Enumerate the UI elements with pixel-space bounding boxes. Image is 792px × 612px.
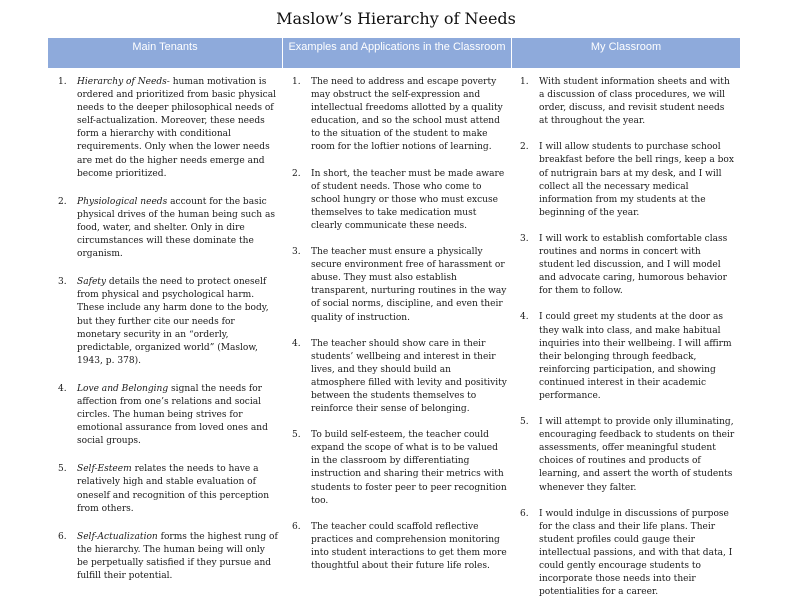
item-number: 2. — [520, 142, 529, 153]
term: Hierarchy of Needs- — [77, 77, 170, 87]
list-item — [518, 508, 736, 600]
list-item — [290, 76, 508, 155]
item-number: 5. — [58, 464, 67, 475]
item-text: signal the needs for affection from one’s relations and social circles. The human being strives for emotional assurance from loved ones and social groups. — [77, 383, 268, 447]
item-number: 5. — [292, 430, 301, 441]
item-number: 4. — [58, 383, 67, 394]
item-number: 3. — [520, 233, 529, 244]
item-number: 6. — [292, 521, 301, 532]
item-text: I will work to establish comfortable class routines and norms in concert with student led discussion, and I will model and advocate caring, humorous behavior for them to follow. — [539, 233, 728, 297]
item-number: 3. — [292, 247, 301, 258]
classroom-column — [518, 76, 736, 599]
tenants-list — [56, 76, 278, 583]
item-text: details the need to protect oneself from physical and psychological harm. These include any harm done to the body, but they further cite our needs for monetary security in an “orderly, predictable, organized world” (Maslow, 1943, p. 378). — [77, 277, 269, 366]
tenants-column — [56, 76, 278, 583]
list-item — [518, 416, 736, 495]
list-item — [290, 246, 508, 325]
list-item — [56, 531, 278, 583]
list-item — [56, 383, 278, 448]
item-number: 1. — [520, 77, 529, 87]
item-text: I would indulge in discussions of purpose for the class and their life plans. Their student profiles could gauge their intellectual passions, and with that data, I could gently encourage students to incorporate those needs into their potentialities for a career. — [539, 508, 733, 598]
item-number: 2. — [58, 196, 67, 207]
classroom-list — [518, 76, 736, 599]
item-text: The teacher should show care in their students’ wellbeing and interest in their lives, and they should build an atmosphere filled with levity and positivity between the students themselves to reinforce their sense of belonging. — [311, 338, 507, 415]
list-item — [290, 168, 508, 233]
term: Self-Esteem — [77, 464, 132, 475]
item-text: The teacher could scaffold reflective practices and comprehension monitoring into student interactions to get them more thoughtful about their future life roles. — [311, 521, 507, 571]
item-text: The need to address and escape poverty may obstruct the self-expression and intellectual freedoms allotted by a quality education, and so the school must attend to the situation of the student to make room for the loftier notions of learning. — [311, 77, 503, 153]
item-number: 2. — [292, 168, 301, 179]
item-text: I could greet my students at the door as they walk into class, and make habitual inquiries into their wellbeing. I will affirm their belonging through feedback, reinforcing participation, and showing continued interest in their academic performance. — [539, 312, 732, 401]
item-text: I will attempt to provide only illuminating, encouraging feedback to students on their assessments, offer meaningful student choices of routines and products of learning, and assert the worth of students whenever they falter. — [539, 417, 735, 493]
list-item — [290, 521, 508, 573]
item-number: 6. — [58, 531, 67, 542]
item-text: To build self-esteem, the teacher could expand the scope of what is to be valued in the classroom by differentiating instruction and sharing their metrics with students to foster peer to peer recognition too. — [311, 430, 507, 506]
examples-column — [290, 76, 508, 573]
item-number: 6. — [520, 508, 529, 519]
item-number: 4. — [520, 312, 529, 323]
list-item — [56, 76, 278, 181]
item-number: 5. — [520, 417, 529, 428]
item-text: The teacher must ensure a physically secure environment free of harassment or abuse. They must also establish transparent, nurturing routines in the way of social norms, discipline, and even their quality of instruction. — [311, 247, 507, 323]
examples-list — [290, 76, 508, 573]
header-examples: Examples and Applications in the Classroom — [283, 38, 511, 68]
item-number: 4. — [292, 338, 301, 349]
term: Self-Actualization — [77, 531, 158, 542]
item-text: relates the needs to have a relatively high and stable evaluation of oneself and recognition of this perception from others. — [77, 464, 270, 514]
list-item — [56, 463, 278, 515]
item-text: forms the highest rung of the hierarchy. The human being will only be perpetually satisfied if they pursue and fulfill their potential. — [77, 531, 278, 581]
list-item — [290, 429, 508, 508]
list-item — [56, 196, 278, 261]
item-text: In short, the teacher must be made aware of student needs. Those who come to school hungry or those who must excuse themselves to take medication must clearly communicate these needs. — [311, 168, 505, 231]
item-text: With student information sheets and with a discussion of class procedures, we will order, discuss, and revisit student needs at throughout the year. — [539, 77, 730, 127]
list-item — [56, 276, 278, 368]
header-main-tenants: Main Tenants — [48, 38, 282, 68]
page-title: Maslow’s Hierarchy of Needs — [276, 9, 516, 28]
list-item — [518, 233, 736, 298]
item-number: 3. — [58, 277, 67, 288]
header-my-classroom: My Classroom — [512, 38, 740, 68]
item-number: 1. — [292, 77, 301, 87]
term: Safety — [77, 277, 107, 288]
item-text: I will allow students to purchase school breakfast before the bell rings, keep a box of nutrigrain bars at my desk, and I will collect all the necessary medical information from my students at the beginning of the year. — [539, 142, 734, 218]
item-text: account for the basic physical drives of the human being such as food, water, and shelter. Only in dire circumstances will these dominate the organism. — [77, 196, 275, 260]
item-text: human motivation is ordered and prioritized from basic physical needs to the deeper philosophical needs of self-actualization. Moreover, these needs form a hierarchy with conditional requirements. Only when the lower needs are met do the higher needs emerge and become prioritized. — [77, 77, 276, 179]
item-number: 1. — [58, 77, 67, 87]
list-item — [290, 338, 508, 417]
term: Physiological needs — [77, 196, 168, 207]
list-item — [518, 311, 736, 403]
list-item — [518, 76, 736, 128]
list-item — [518, 141, 736, 220]
term: Love and Belonging — [77, 383, 169, 394]
